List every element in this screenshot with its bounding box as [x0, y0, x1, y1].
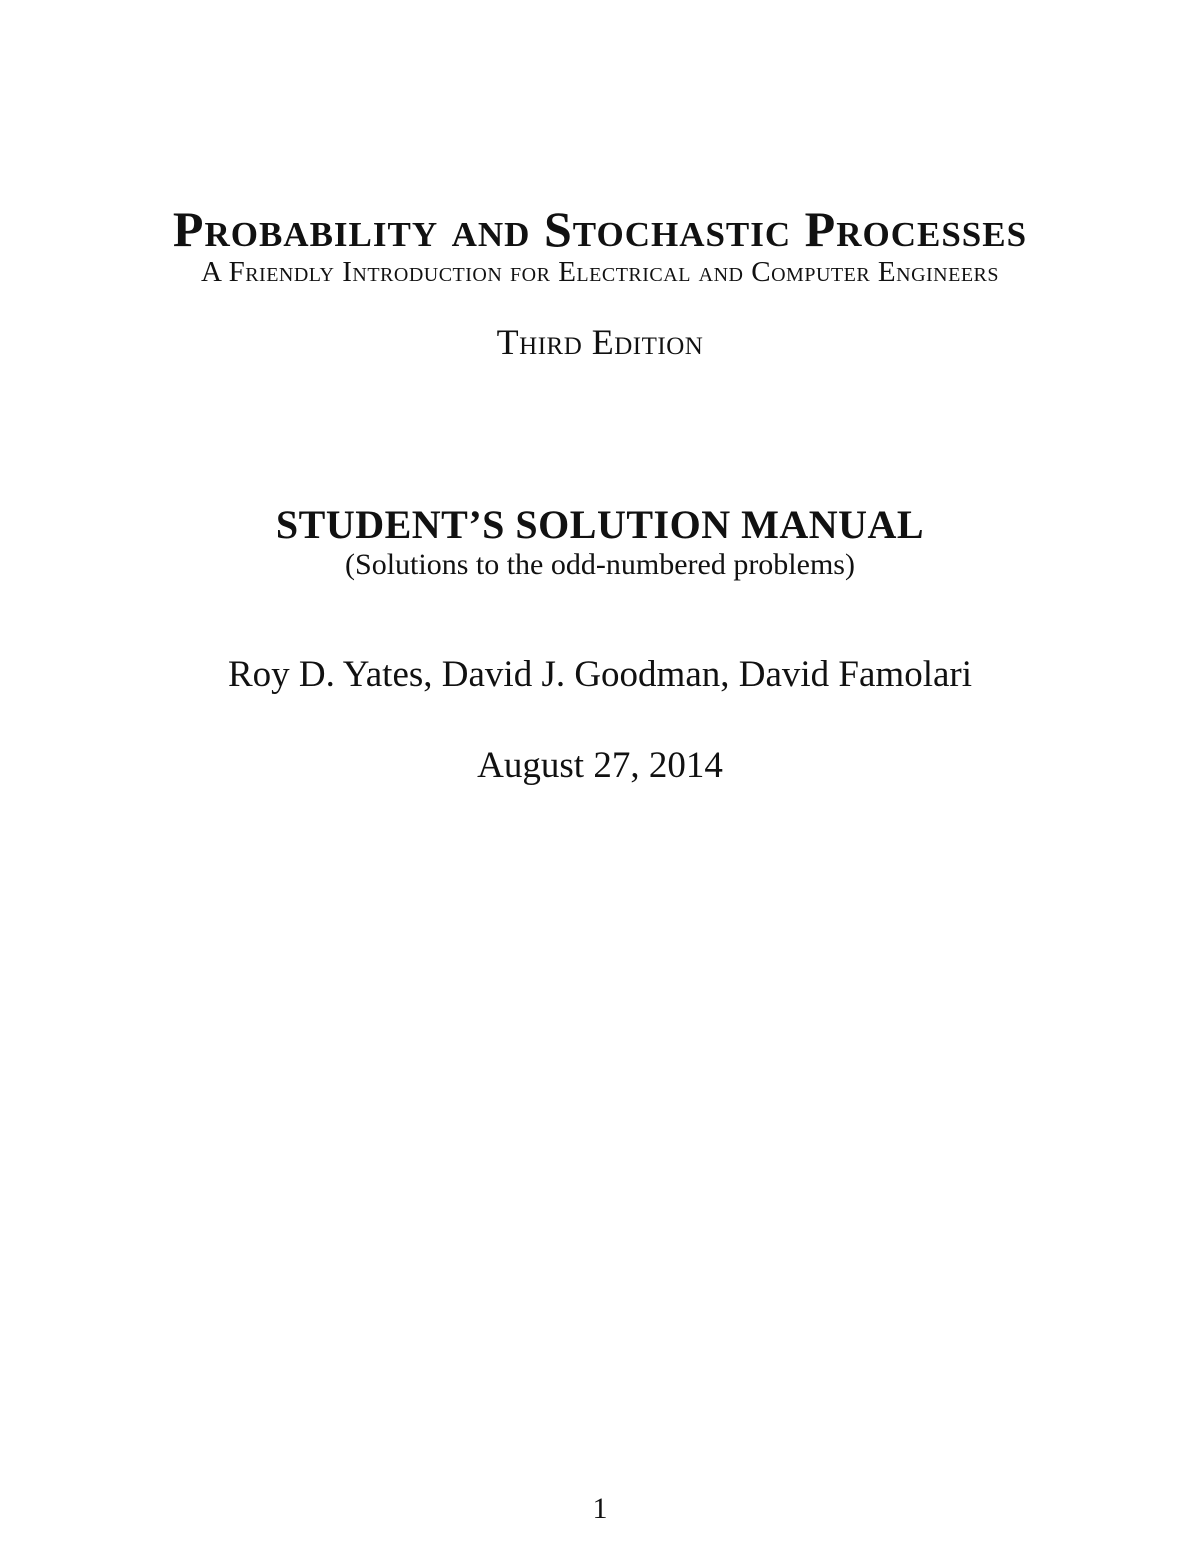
page-number: 1 — [592, 1492, 608, 1525]
book-edition: Third Edition — [496, 322, 704, 362]
authors: Roy D. Yates, David J. Goodman, David Famolari — [227, 654, 973, 695]
manual-title: STUDENT’S SOLUTION MANUAL — [275, 502, 925, 548]
book-title: Probability and Stochastic Processes — [172, 200, 1028, 257]
manual-note: (Solutions to the odd-numbered problems) — [345, 548, 855, 581]
publication-date: August 27, 2014 — [477, 745, 723, 786]
book-subtitle: A Friendly Introduction for Electrical and Computer Engineers — [200, 256, 1000, 288]
